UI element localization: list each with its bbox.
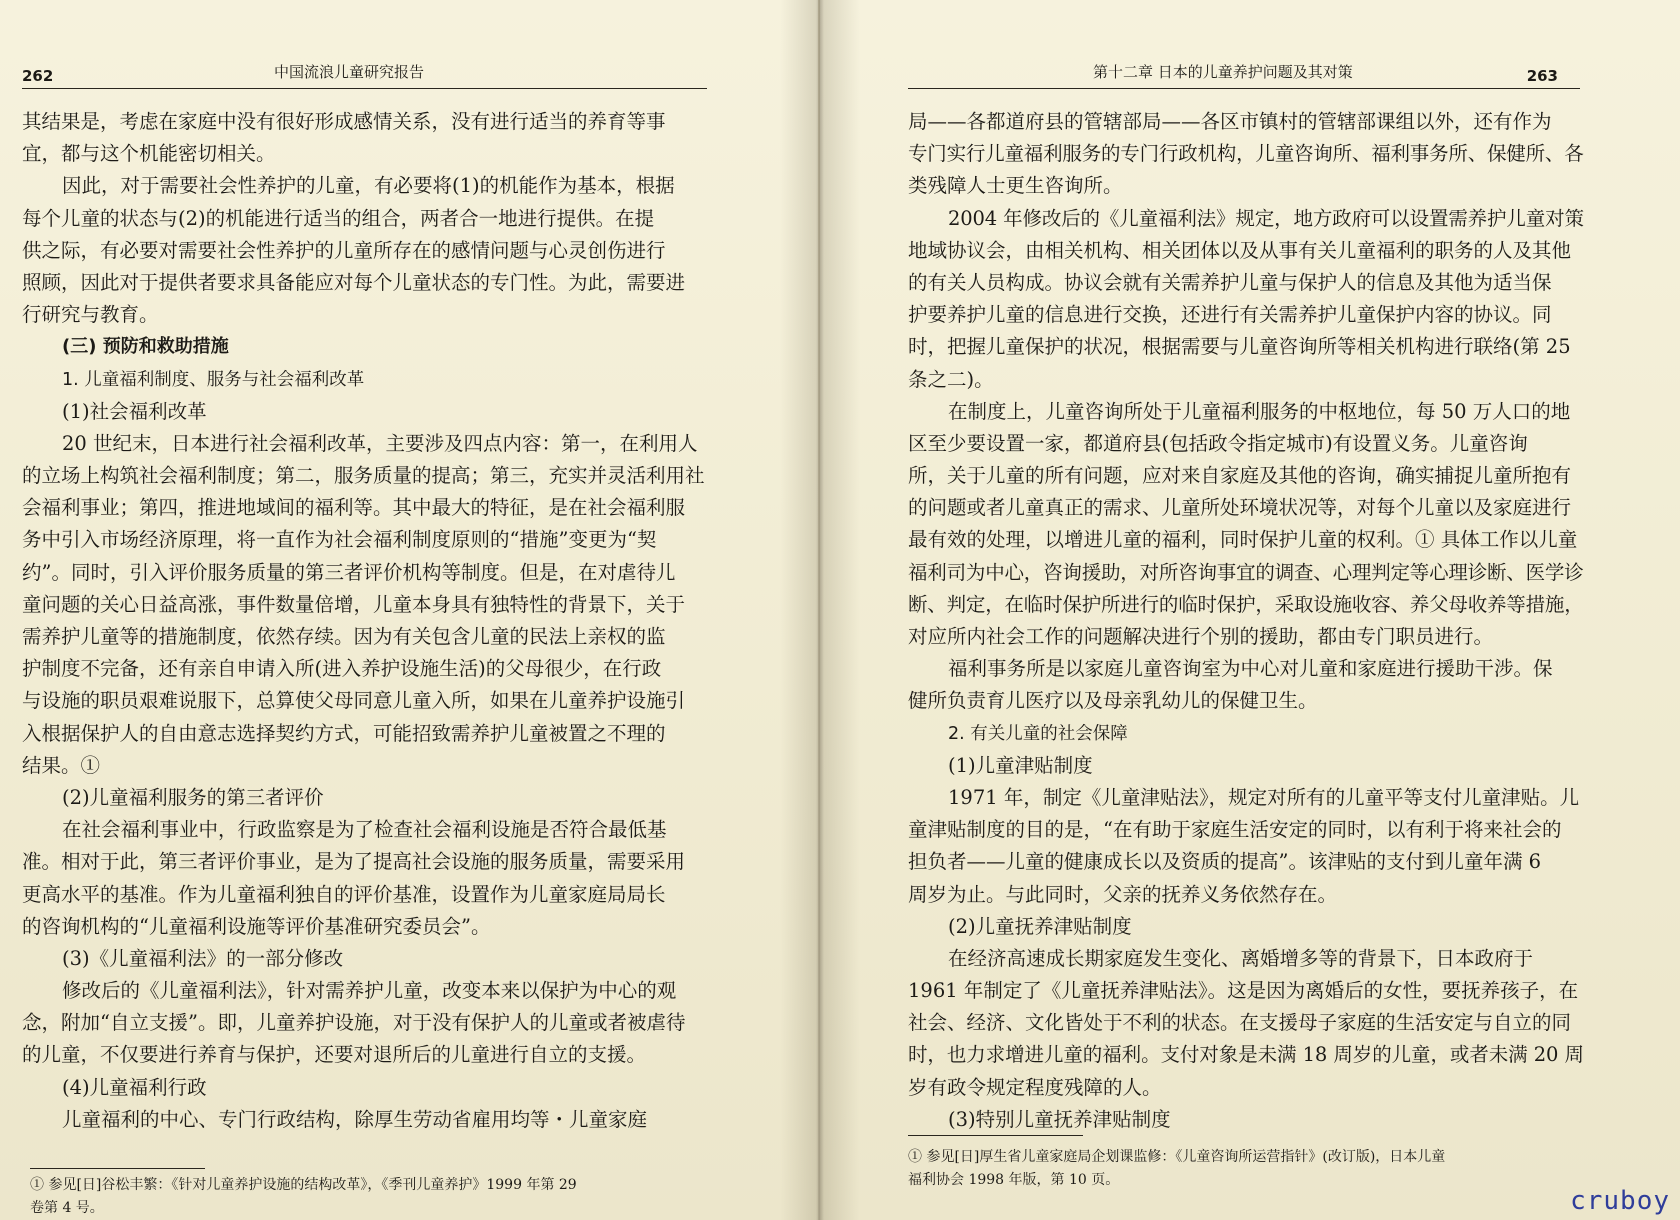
text-line: 健所负责育儿医疗以及母亲乳幼儿的保健卫生。 bbox=[908, 689, 1318, 713]
text-line: 童津贴制度的目的是，“在有助于家庭生活安定的同时，以有利于将来社会的 bbox=[908, 818, 1562, 842]
text-line: 区至少要设置一家，都道府县(包括政令指定城市)有设置义务。儿童咨询 bbox=[908, 431, 1528, 455]
text-line: 的咨询机构的“儿童福利设施等评价基准研究委员会”。 bbox=[22, 914, 491, 938]
text-line: 童问题的关心日益高涨，事件数量倍增，儿童本身具有独特性的背景下，关于 bbox=[22, 592, 686, 616]
text-line: 担负者——儿童的健康成长以及资质的提高”。该津贴的支付到儿童年满 6 bbox=[908, 850, 1542, 874]
text-line: 在经济高速成长期家庭发生变化、离婚增多等的背景下，日本政府于 bbox=[948, 946, 1534, 970]
text-line: (1)社会福利改革 bbox=[62, 399, 207, 423]
text-line: 护要养护儿童的信息进行交换，还进行有关需养护儿童保护内容的协议。同 bbox=[908, 303, 1552, 327]
text-line: 专门实行儿童福利服务的专门行政机构，儿童咨询所、福利事务所、保健所、各 bbox=[908, 142, 1584, 166]
text-line: 岁有政令规定程度残障的人。 bbox=[908, 1075, 1162, 1099]
text-line: 照顾，因此对于提供者要求具备能应对每个儿童状态的专门性。为此，需要进 bbox=[22, 270, 686, 294]
text-line: 社会、经济、文化皆处于不利的状态。在支援母子家庭的生活安定与自立的同 bbox=[908, 1011, 1572, 1035]
right-running-title: 第十二章 日本的儿童养护问题及其对策 bbox=[1093, 63, 1353, 81]
right-body-text bbox=[908, 106, 1584, 1136]
text-line: 的立场上构筑社会福利制度；第二，服务质量的提高；第三，充实并灵活利用社 bbox=[22, 464, 705, 488]
right-running-header bbox=[908, 58, 1580, 89]
text-line: 1971 年，制定《儿童津贴法》，规定对所有的儿童平等支付儿童津贴。儿 bbox=[948, 785, 1580, 809]
text-line: 念，附加“自立支援”。即，儿童养护设施，对于没有保护人的儿童或者被虐待 bbox=[22, 1011, 686, 1035]
footnote-line: 卷第 4 号。 bbox=[30, 1200, 104, 1216]
text-line: 条之二)。 bbox=[908, 367, 994, 391]
text-line: 约”。同时，引入评价服务质量的第三者评价机构等制度。但是，在对虐待儿 bbox=[22, 560, 676, 584]
text-line: 周岁为止。与此同时，父亲的抚养义务依然存在。 bbox=[908, 882, 1338, 906]
text-line: 修改后的《儿童福利法》，针对需养护儿童，改变本来以保护为中心的观 bbox=[62, 979, 677, 1003]
right-page-number: 263 bbox=[1526, 67, 1558, 85]
text-line: 的问题或者儿童真正的需求、儿童所处环境状况等，对每个儿童以及家庭进行 bbox=[908, 496, 1572, 520]
text-line: 宜，都与这个机能密切相关。 bbox=[22, 142, 276, 166]
text-line: 需养护儿童等的措施制度，依然存续。因为有关包含儿童的民法上亲权的监 bbox=[22, 625, 666, 648]
text-line: 儿童福利的中心、专门行政结构，除厚生劳动省雇用均等・儿童家庭 bbox=[62, 1107, 648, 1131]
text-line: 最有效的处理，以增进儿童的福利，同时保护儿童的权利。① 具体工作以儿童 bbox=[908, 528, 1578, 552]
left-running-title: 中国流浪儿童研究报告 bbox=[274, 63, 425, 81]
left-footnote bbox=[30, 1174, 730, 1220]
right-footnote bbox=[908, 1146, 1584, 1192]
text-line: (三) 预防和救助措施 bbox=[62, 336, 229, 358]
text-line: (2)儿童福利服务的第三者评价 bbox=[62, 785, 324, 809]
text-line: 在制度上，儿童咨询所处于儿童福利服务的中枢地位，每 50 万人口的地 bbox=[948, 399, 1571, 423]
right-page bbox=[820, 0, 1680, 1220]
text-line: 每个儿童的状态与(2)的机能进行适当的组合，两者合一地进行提供。在提 bbox=[22, 206, 655, 230]
text-line: 福利事务所是以家庭儿童咨询室为中心对儿童和家庭进行援助干涉。保 bbox=[948, 657, 1553, 681]
text-line: 与设施的职员艰难说服下，总算使父母同意儿童入所，如果在儿童养护设施引 bbox=[22, 689, 686, 713]
text-line: 结果。① bbox=[22, 753, 101, 777]
text-line: 因此，对于需要社会性养护的儿童，有必要将(1)的机能作为基本，根据 bbox=[62, 174, 675, 198]
text-line: (3)《儿童福利法》的一部分修改 bbox=[62, 946, 344, 970]
text-line: (1)儿童津贴制度 bbox=[948, 753, 1093, 777]
text-line: 时，把握儿童保护的状况，根据需要与儿童咨询所等相关机构进行联络(第 25 bbox=[908, 335, 1571, 359]
text-line: 1. 儿童福利制度、服务与社会福利改革 bbox=[62, 369, 365, 390]
text-line: 其结果是，考虑在家庭中没有很好形成感情关系，没有进行适当的养育等事 bbox=[22, 110, 666, 133]
footnote-line: ① 参见[日]谷松丰繁：《针对儿童养护设施的结构改革》，《季刊儿童养护》1999 年第 29 bbox=[30, 1177, 577, 1193]
left-page-number: 262 bbox=[22, 67, 54, 85]
text-line: 断、判定，在临时保护所进行的临时保护，采取设施收容、养父母收养等措施， bbox=[908, 592, 1584, 616]
footnote-line: 福利协会 1998 年版，第 10 页。 bbox=[908, 1172, 1120, 1188]
text-line: 2. 有关儿童的社会保障 bbox=[948, 723, 1128, 744]
watermark: cruboy bbox=[1570, 1186, 1670, 1216]
text-line: (4)儿童福利行政 bbox=[62, 1075, 207, 1099]
text-line: 的有关人员构成。协议会就有关需养护儿童与保护人的信息及其他为适当保 bbox=[908, 270, 1552, 294]
text-line: (2)儿童抚养津贴制度 bbox=[948, 914, 1132, 938]
text-line: 供之际，有必要对需要社会性养护的儿童所存在的感情问题与心灵创伤进行 bbox=[22, 238, 666, 262]
text-line: 会福利事业；第四，推进地域间的福利等。其中最大的特征，是在社会福利服 bbox=[22, 496, 686, 520]
text-line: 入根据保护人的自由意志选择契约方式，可能招致需养护儿童被置之不理的 bbox=[22, 721, 666, 745]
text-line: 20 世纪末，日本进行社会福利改革，主要涉及四点内容：第一，在利用人 bbox=[62, 431, 698, 455]
text-line: 福利司为中心，咨询援助，对所咨询事宜的调查、心理判定等心理诊断、医学诊 bbox=[908, 560, 1584, 584]
left-body-text bbox=[22, 106, 722, 1136]
text-line: (3)特别儿童抚养津贴制度 bbox=[948, 1107, 1171, 1131]
text-line: 1961 年制定了《儿童抚养津贴法》。这是因为离婚后的女性，要抚养孩子，在 bbox=[908, 979, 1579, 1003]
text-line: 时，也力求增进儿童的福利。支付对象是未满 18 周岁的儿童，或者未满 20 周 bbox=[908, 1043, 1584, 1067]
text-line: 更高水平的基准。作为儿童福利独自的评价基准，设置作为儿童家庭局局长 bbox=[22, 882, 666, 906]
text-line: 对应所内社会工作的问题解决进行个别的援助，都由专门职员进行。 bbox=[908, 625, 1494, 648]
text-line: 在社会福利事业中，行政监察是为了检查社会福利设施是否符合最低基 bbox=[62, 818, 667, 842]
left-footnote-rule bbox=[30, 1168, 205, 1169]
left-page bbox=[0, 0, 818, 1220]
text-line: 所，关于儿童的所有问题，应对来自家庭及其他的咨询，确实捕捉儿童所抱有 bbox=[908, 464, 1572, 488]
left-running-header bbox=[22, 58, 707, 89]
text-line: 护制度不完备，还有亲自申请入所(进入养护设施生活)的父母很少，在行政 bbox=[22, 657, 662, 681]
text-line: 局——各都道府县的管辖部局——各区市镇村的管辖部课组以外，还有作为 bbox=[908, 110, 1552, 133]
footnote-line: ① 参见[日]厚生省儿童家庭局企划课监修：《儿童咨询所运营指针》(改订版)，日本儿童 bbox=[908, 1149, 1446, 1165]
text-line: 准。相对于此，第三者评价事业，是为了提高社会设施的服务质量，需要采用 bbox=[22, 850, 686, 874]
text-line: 的儿童，不仅要进行养育与保护，还要对退所后的儿童进行自立的支援。 bbox=[22, 1043, 647, 1067]
text-line: 务中引入市场经济原理，将一直作为社会福利制度原则的“措施”变更为“契 bbox=[22, 528, 657, 552]
text-line: 地域协议会，由相关机构、相关团体以及从事有关儿童福利的职务的人及其他 bbox=[908, 238, 1572, 262]
text-line: 2004 年修改后的《儿童福利法》规定，地方政府可以设置需养护儿童对策 bbox=[948, 206, 1584, 230]
text-line: 行研究与教育。 bbox=[22, 303, 159, 327]
text-line: 类残障人士更生咨询所。 bbox=[908, 174, 1123, 198]
right-footnote-rule bbox=[908, 1135, 1083, 1136]
